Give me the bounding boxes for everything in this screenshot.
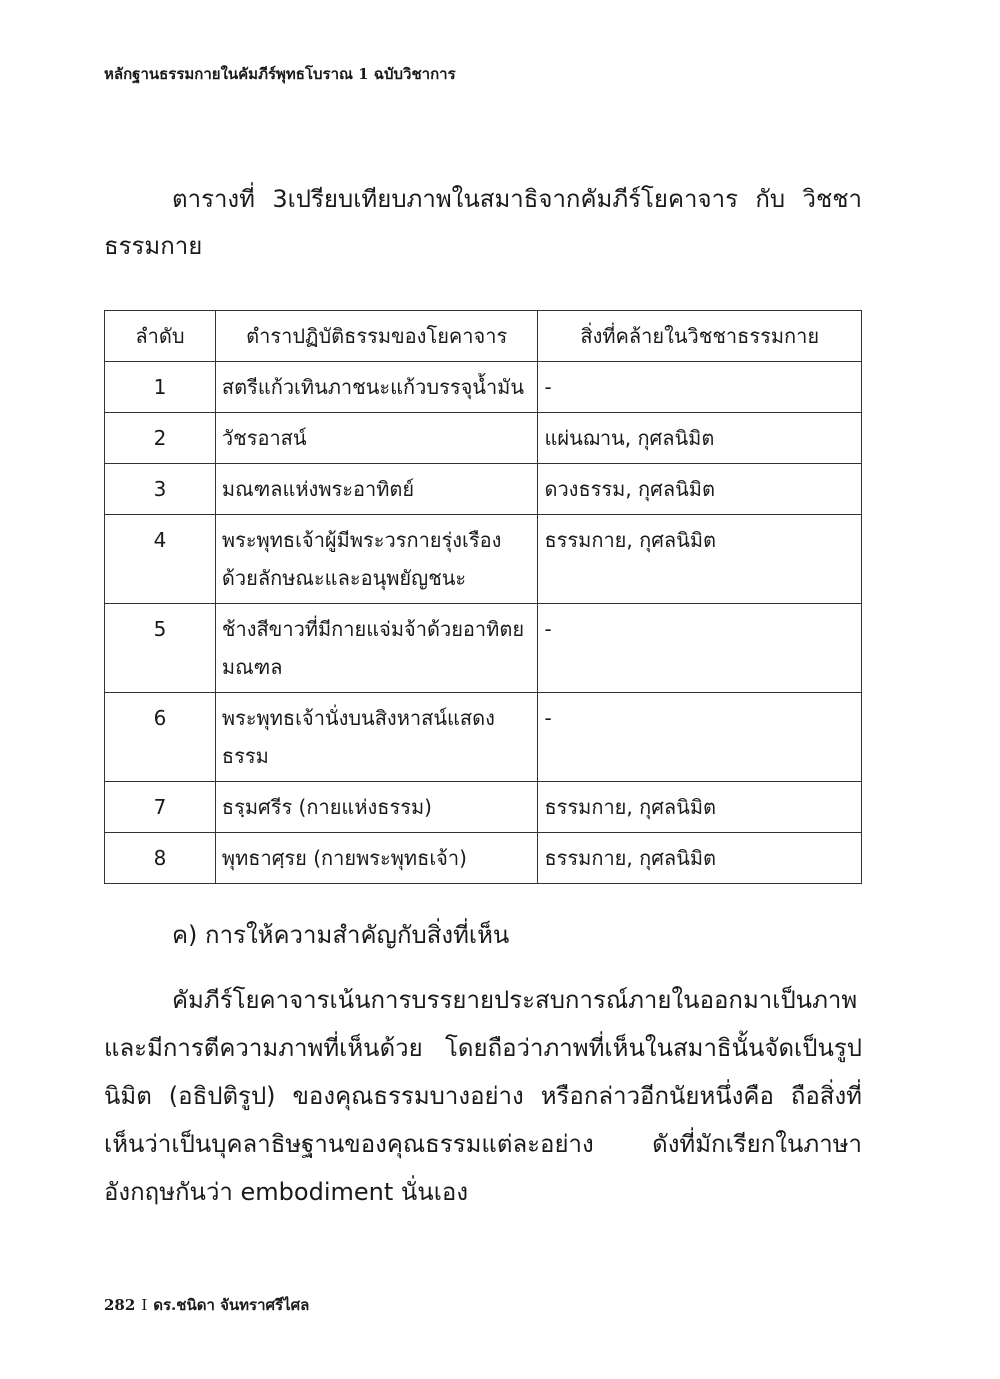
table-row <box>105 782 862 833</box>
table-caption: ตารางที่ 3เปรียบเทียบภาพในสมาธิจากคัมภีร์โยคาจาร กับ วิชชาธรรมกาย <box>104 185 862 260</box>
page-footer <box>104 1293 309 1317</box>
table-row <box>105 604 862 693</box>
yogacara-image: พระพุทธเจ้านั่งบนสิงหาสน์แสดงธรรม <box>215 693 538 782</box>
table-row <box>105 693 862 782</box>
section-heading: ค) การให้ความสำคัญกับสิ่งที่เห็น <box>172 921 510 949</box>
row-number: 2 <box>105 413 216 464</box>
table-row <box>105 464 862 515</box>
table-row <box>105 515 862 604</box>
footer-separator: I <box>141 1296 148 1314</box>
column-header-yogacara: ตำราปฏิบัติธรรมของโยคาจาร <box>215 311 538 362</box>
row-number: 7 <box>105 782 216 833</box>
column-header-order: ลำดับ <box>105 311 216 362</box>
dhammakaya-equivalent: ธรรมกาย, กุศลนิมิต <box>538 782 862 833</box>
yogacara-image: ช้างสีขาวที่มีกายแจ่มจ้าด้วยอาทิตยมณฑล <box>215 604 538 693</box>
table-row <box>105 362 862 413</box>
yogacara-image: มณฑลแห่งพระอาทิตย์ <box>215 464 538 515</box>
yogacara-image: พระพุทธเจ้าผู้มีพระวรกายรุ่งเรืองด้วยลักษณะและอนุพยัญชนะ <box>215 515 538 604</box>
row-number: 6 <box>105 693 216 782</box>
table-row <box>105 833 862 884</box>
table-header-row <box>105 311 862 362</box>
running-header: หลักฐานธรรมกายในคัมภีร์พุทธโบราณ 1 ฉบับวิชาการ <box>104 65 456 83</box>
dhammakaya-equivalent: - <box>538 693 862 782</box>
author-name: ดร.ชนิดา จันทราศรีไศล <box>153 1296 310 1314</box>
row-number: 1 <box>105 362 216 413</box>
dhammakaya-equivalent: ธรรมกาย, กุศลนิมิต <box>538 515 862 604</box>
comparison-table <box>104 310 862 884</box>
dhammakaya-equivalent: ธรรมกาย, กุศลนิมิต <box>538 833 862 884</box>
yogacara-image: ธรฺมศรีร (กายแห่งธรรม) <box>215 782 538 833</box>
row-number: 3 <box>105 464 216 515</box>
row-number: 8 <box>105 833 216 884</box>
dhammakaya-equivalent: แผ่นฌาน, กุศลนิมิต <box>538 413 862 464</box>
column-header-dhammakaya: สิ่งที่คล้ายในวิชชาธรรมกาย <box>538 311 862 362</box>
dhammakaya-equivalent: - <box>538 362 862 413</box>
dhammakaya-equivalent: ดวงธรรม, กุศลนิมิต <box>538 464 862 515</box>
row-number: 4 <box>105 515 216 604</box>
yogacara-image: สตรีแก้วเทินภาชนะแก้วบรรจุน้ำมัน <box>215 362 538 413</box>
yogacara-image: พุทธาศฺรย (กายพระพุทธเจ้า) <box>215 833 538 884</box>
table-row <box>105 413 862 464</box>
page-number: 282 <box>104 1296 136 1314</box>
dhammakaya-equivalent: - <box>538 604 862 693</box>
yogacara-image: วัชรอาสน์ <box>215 413 538 464</box>
body-paragraph: คัมภีร์โยคาจารเน้นการบรรยายประสบการณ์ภายในออกมาเป็นภาพและมีการตีความภาพที่เห็นด้วย โดยถือว่าภาพที่เห็นในสมาธินั้นจัดเป็นรูปนิมิต (อธิปติรูป) ของคุณธรรมบางอย่าง หรือกล่าวอีกนัยหนึ่งคือ ถือสิ่งที่เห็นว่าเป็นบุคลาธิษฐานของคุณธรรมแต่ละอย่าง ดังที่มักเรียกในภาษาอังกฤษกันว่า embodiment นั่นเอง <box>104 986 862 1206</box>
row-number: 5 <box>105 604 216 693</box>
